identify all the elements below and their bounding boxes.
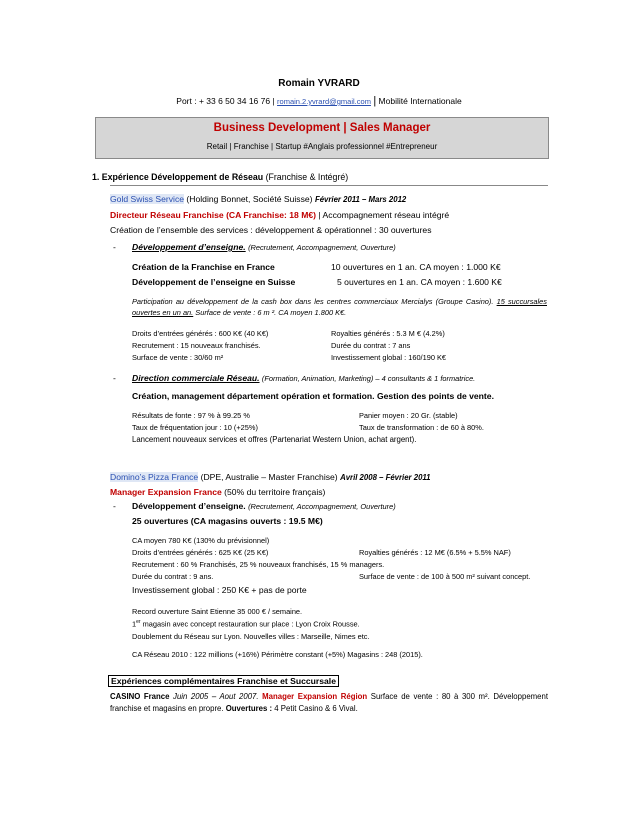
dominos-dev-title: Développement d’enseigne. <box>132 501 246 511</box>
dominos-dev-bullet: - <box>113 501 116 511</box>
dominos-openings: 25 ouvertures (CA magasins ouverts : 19.5 M€) <box>132 516 323 526</box>
dominos-first-num: 1 <box>132 619 137 629</box>
phone-text: Port : + 33 6 50 34 16 76 | <box>176 96 275 106</box>
casino-dates: Juin 2005 – Aout 2007. <box>173 692 259 701</box>
gold-dir-bullet: - <box>113 373 116 383</box>
dominos-role-suffix: (50% du territoire français) <box>224 487 326 497</box>
gold-dev-detail: (Recrutement, Accompagnement, Ouverture) <box>248 243 396 252</box>
dominos-first-rest: magasin avec concept restauration sur place : Lyon Croix Rousse. <box>142 619 360 629</box>
gold-participation-underline: 15 succursales ouvertes en un an. <box>132 297 547 317</box>
gold-dev-france-stats: 10 ouvertures en 1 an. CA moyen : 1.000 K€ <box>331 262 501 272</box>
gold-services-line: Création de l’ensemble des services : développement & opérationnel : 30 ouvertures <box>110 225 432 235</box>
gold-stat-left-3: Surface de vente : 30/60 m² <box>132 353 224 362</box>
gold-dir-stat-left-2: Taux de fréquentation jour : 10 (+25%) <box>132 423 258 432</box>
section-title <box>92 172 348 182</box>
gold-stat-right-1: Royalties générés : 5.3 M € (4.2%) <box>331 329 445 338</box>
dominos-recrutement: Recrutement : 60 % Franchisés, 25 % nouveaux franchisés, 15 % managers. <box>132 560 385 569</box>
dominos-record: Record ouverture Saint Etienne 35 000 € / semaine. <box>132 607 303 616</box>
dominos-dev-line <box>132 501 396 511</box>
casino-name: CASINO France <box>110 692 170 701</box>
gold-company-line <box>110 194 406 204</box>
section-title-main: 1. Expérience Développement de Réseau <box>92 172 264 182</box>
gold-dev-suisse-stats: 5 ouvertures en 1 an. CA moyen : 1.600 K€ <box>337 277 502 287</box>
mobility-text: Mobilité Internationale <box>378 96 462 106</box>
dominos-ca-reseau: CA Réseau 2010 : 122 millions (+16%) Périmètre constant (+5%) Magasins : 248 (2015). <box>132 650 423 659</box>
complementary-title: Expériences complémentaires Franchise et Succursale <box>108 675 339 687</box>
casino-role: Manager Expansion Région <box>262 692 368 701</box>
gold-dev-suisse: Développement de l’enseigne en Suisse <box>132 277 296 287</box>
gold-stat-left-1: Droits d’entrées générés : 600 K€ (40 K€) <box>132 329 269 338</box>
contact-separator: | <box>373 95 377 107</box>
gold-dir-title: Direction commerciale Réseau. <box>132 373 260 383</box>
banner-title: Business Development | Sales Manager <box>213 122 431 134</box>
complementary-body <box>110 691 548 715</box>
dominos-company-line <box>110 472 431 482</box>
gold-dev-france: Création de la Franchise en France <box>132 262 275 272</box>
dominos-dev-detail: (Recrutement, Accompagnement, Ouverture) <box>248 502 396 511</box>
gold-dir-headline: Création, management département opération et formation. Gestion des points de vente. <box>132 391 494 401</box>
gold-dev-title: Développement d’enseigne. <box>132 242 246 252</box>
candidate-name: Romain YVRARD <box>278 78 360 89</box>
casino-openings-value: 4 Petit Casino & 6 Vival. <box>274 704 358 713</box>
gold-dir-stat-right-2: Taux de transformation : de 60 à 80%. <box>359 423 484 432</box>
gold-dir-stat-right-1: Panier moyen : 20 Gr. (stable) <box>359 411 458 420</box>
section-divider <box>110 185 548 186</box>
dominos-surface: Surface de vente : de 100 à 500 m² suivant concept. <box>359 572 531 581</box>
gold-dev-bullet: - <box>113 242 116 252</box>
gold-dir-line <box>132 373 475 383</box>
gold-dev-line <box>132 242 396 252</box>
dominos-company-name: Domino’s Pizza France <box>110 472 199 482</box>
gold-participation-text: Participation au développement de la cash box dans les centres commerciaux Mercialys (Groupe Casino). <box>132 297 494 306</box>
gold-stat-right-3: Investissement global : 160/190 K€ <box>331 353 447 362</box>
gold-company-name: Gold Swiss Service <box>110 194 185 204</box>
gold-dir-detail: (Formation, Animation, Marketing) – 4 consultants & 1 formatrice. <box>261 374 476 383</box>
contact-line <box>0 95 638 107</box>
gold-role-line <box>110 210 449 220</box>
banner-subtitle: Retail | Franchise | Startup #Anglais professionnel #Entrepreneur <box>206 142 438 151</box>
casino-openings-label: Ouvertures : <box>225 704 273 713</box>
gold-participation <box>132 296 547 318</box>
dominos-doublement: Doublement du Réseau sur Lyon. Nouvelles villes : Marseille, Nimes etc. <box>132 632 370 641</box>
section-title-suffix: (Franchise & Intégré) <box>265 172 349 182</box>
dominos-stat-right-1: Royalties générés : 12 M€ (6.5% + 5.5% NAF) <box>359 548 511 557</box>
dominos-role-line <box>110 487 325 497</box>
casino-dev-text: Développement franchise et magasins en propre. <box>110 692 548 713</box>
title-banner <box>95 117 549 159</box>
dominos-company-detail: (DPE, Australie – Master Franchise) <box>200 472 338 482</box>
dominos-first-store <box>132 619 360 628</box>
dominos-duree: Durée du contrat : 9 ans. <box>132 572 214 581</box>
gold-company-detail: (Holding Bonnet, Société Suisse) <box>186 194 313 204</box>
gold-dir-launch: Lancement nouveaux services et offres (Partenariat Western Union, achat argent). <box>132 435 417 444</box>
dominos-ca-moyen: CA moyen 780 K€ (130% du prévisionnel) <box>132 536 270 545</box>
gold-role-suffix: | Accompagnement réseau intégré <box>318 210 450 220</box>
gold-stat-left-2: Recrutement : 15 nouveaux franchisés. <box>132 341 261 350</box>
dominos-invest: Investissement global : 250 K€ + pas de porte <box>132 585 307 595</box>
gold-participation-end: Surface de vente : 6 m ². CA moyen 1.800 K€. <box>195 308 347 317</box>
email-link[interactable]: romain.2.yvrard@gmail.com <box>277 97 371 106</box>
gold-role: Directeur Réseau Franchise (CA Franchise: 18 M€) <box>110 210 317 220</box>
gold-dir-stat-left-1: Résultats de fonte : 97 % à 99.25 % <box>132 411 250 420</box>
dominos-stat-left-1: Droits d’entrées générés : 625 K€ (25 K€) <box>132 548 269 557</box>
dominos-first-sup: er <box>136 619 141 625</box>
dominos-role: Manager Expansion France <box>110 487 222 497</box>
dominos-dates: Avril 2008 – Février 2011 <box>340 473 431 482</box>
gold-dates: Février 2011 – Mars 2012 <box>314 195 407 204</box>
gold-stat-right-2: Durée du contrat : 7 ans <box>331 341 411 350</box>
casino-surface: Surface de vente : 80 à 300 m². <box>370 692 490 701</box>
